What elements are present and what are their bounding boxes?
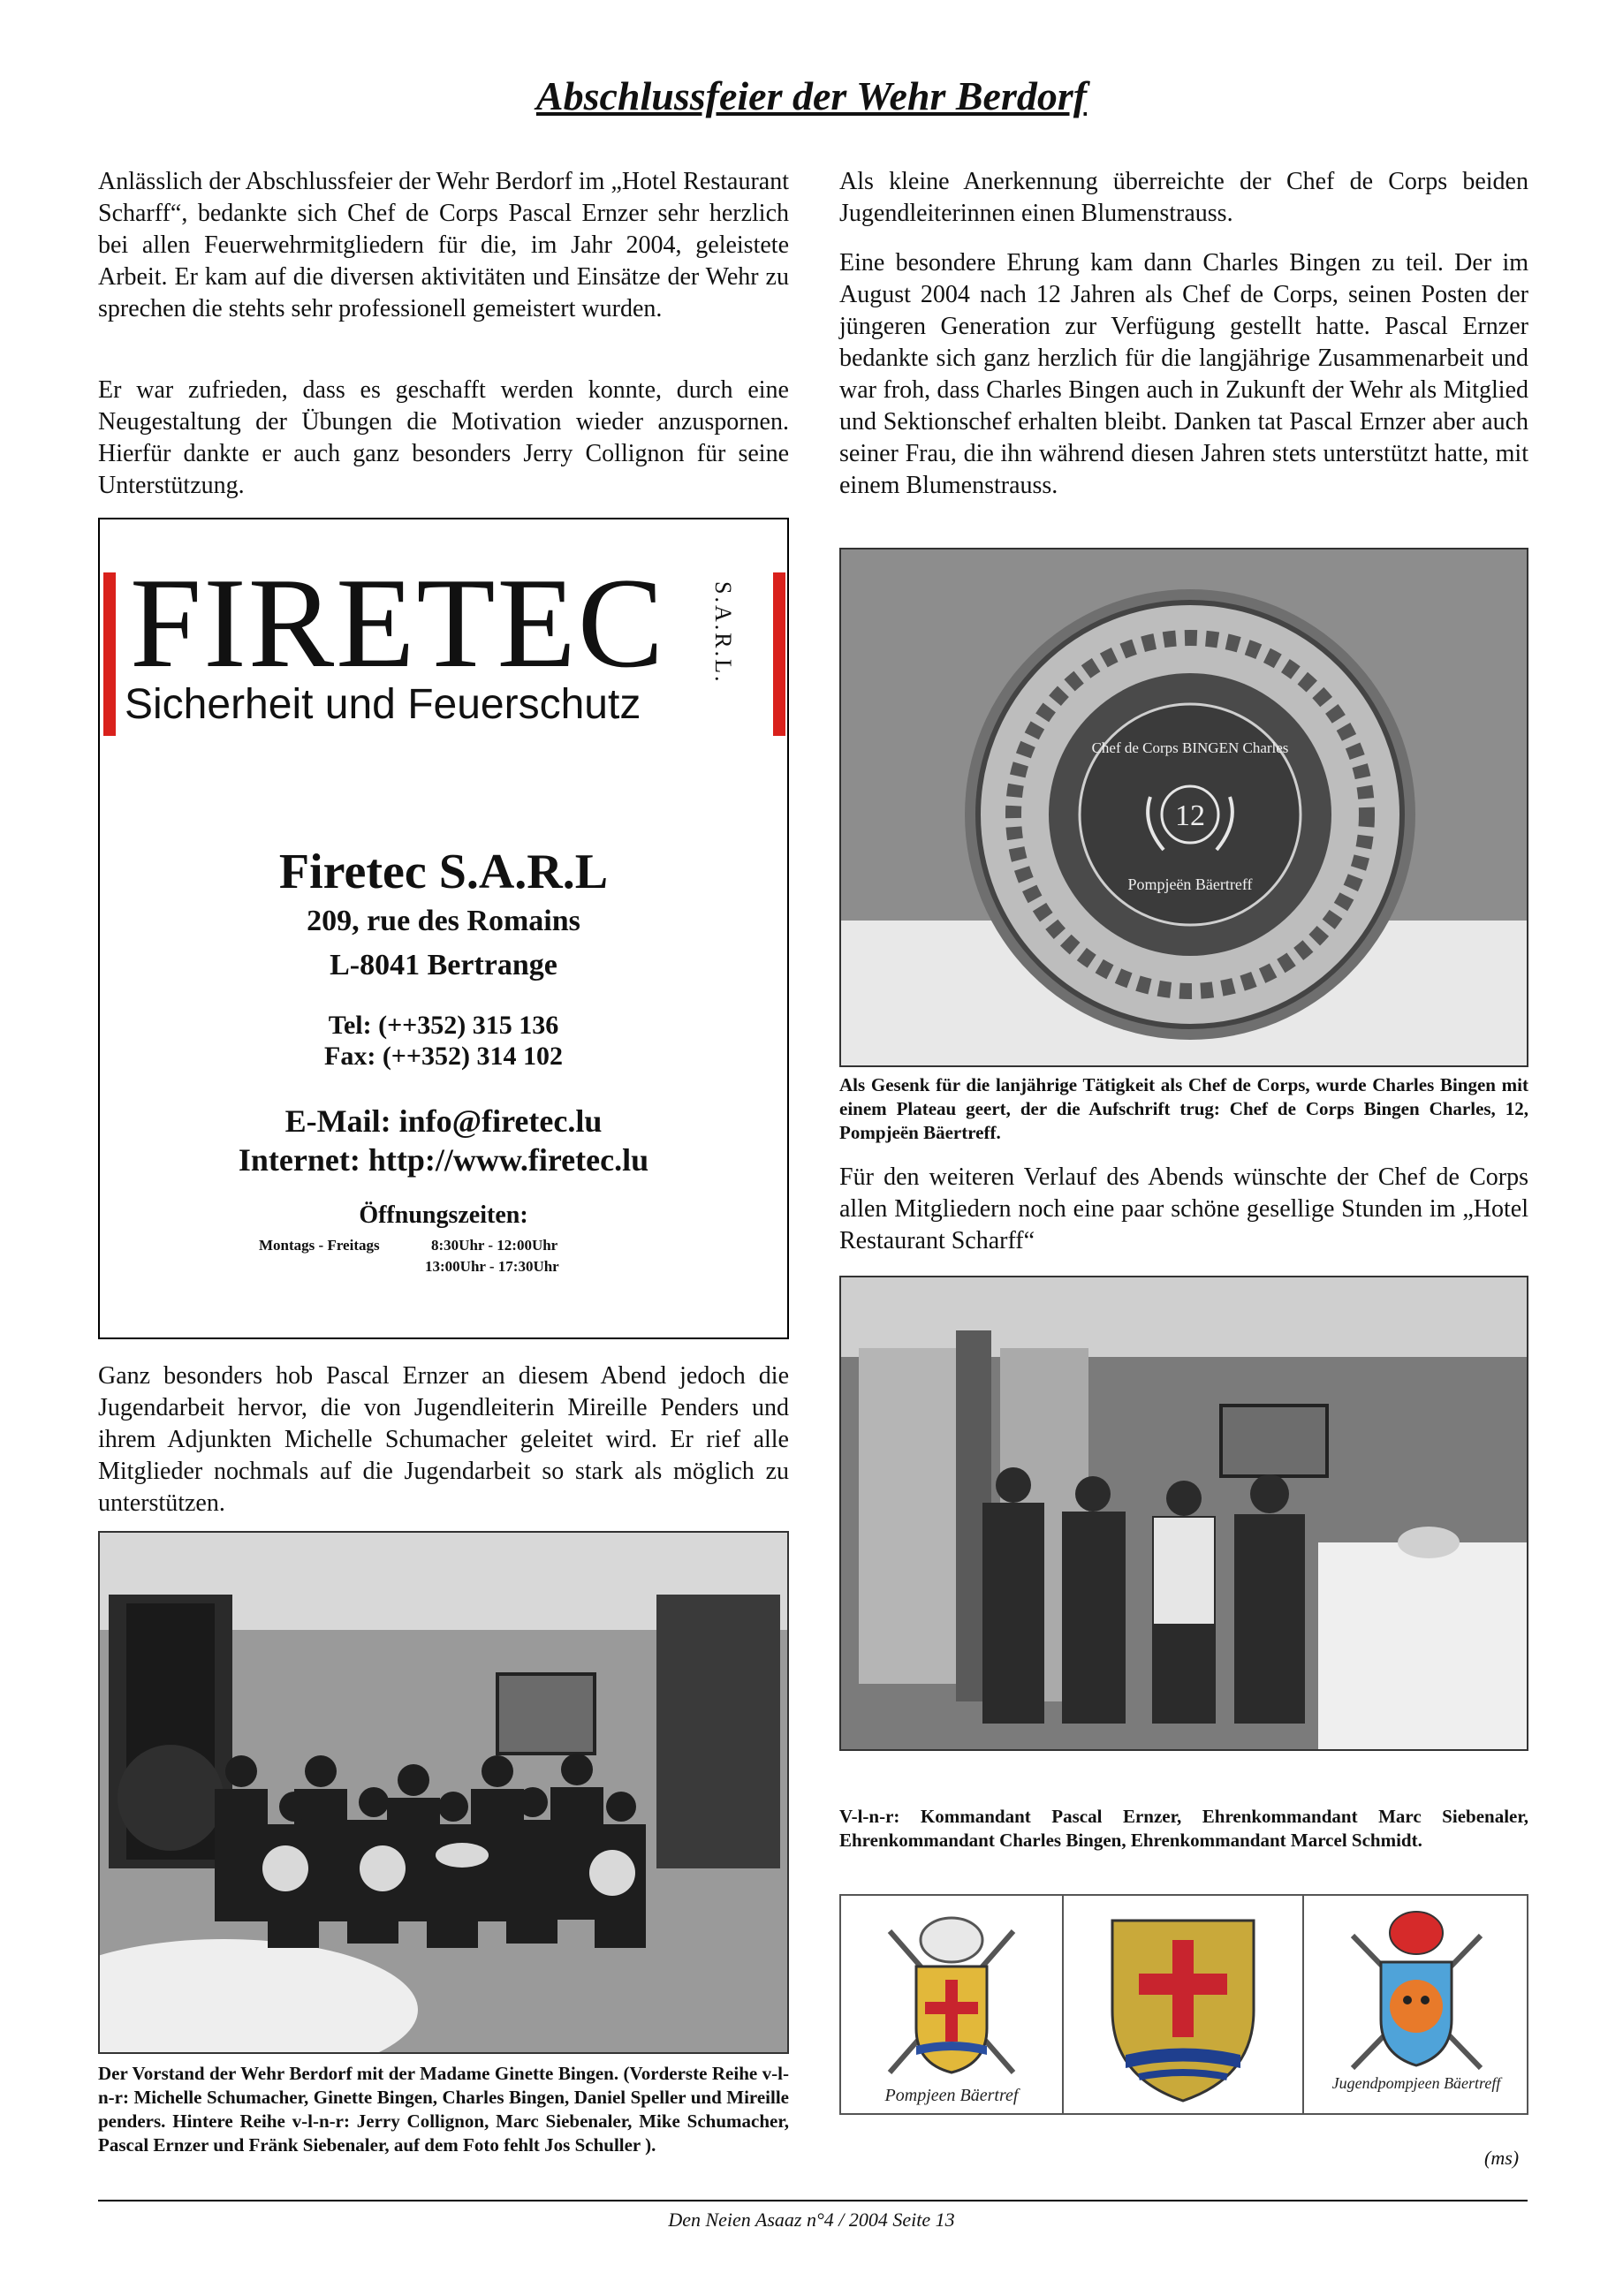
page-title: Abschlussfeier der Wehr Berdorf: [535, 73, 1088, 118]
red-bar-right: [773, 572, 785, 736]
crest-jugendpompjeen-label: Jugendpompjeen Bäertreff: [1331, 2074, 1501, 2092]
plate-photo-caption: Als Gesenk für die lanjährige Tätigkeit als Chef de Corps, wurde Charles Bingen mit einem Plateau geert, der die Aufschrift trug: Chef de Corps Bingen Charles, 12, Pompjeën Bäertreff.: [839, 1074, 1528, 1143]
group-photo-caption: Der Vorstand der Wehr Berdorf mit der Madame Ginette Bingen. (Vorderste Reihe v-l-n-r: Michelle Schumacher, Ginette Bingen, Charles Bingen, Daniel Speller und Mireille penders. Hintere Reihe v-l-n-r: Jerry Collignon, Marc Siebenaler, Mike Schumacher, Pascal Ernzer und Fränk Siebenaler, auf dem Foto fehlt Jos Schuller ).: [98, 2063, 789, 2156]
crest-pompjeen-label: Pompjeen Bäertref: [884, 2086, 1019, 2105]
page-footer: Den Neien Asaaz n°4 / 2004 Seite 13: [668, 2209, 955, 2231]
left-paragraph-1: Anlässlich der Abschlussfeier der Wehr Berdorf im „Hotel Restaurant Scharff“, bedankte sich Chef de Corps Pascal Ernzer sehr herzlich bei allen Feuerwehrmitgliedern für die, im Jahr 2004, geleistete Arbeit. Er kam auf die diversen aktivitäten und Einsätze der Wehr zu sprechen die stehts sehr professionell gemeistert wurden.: [98, 168, 789, 322]
ad-email: E-Mail: info@firetec.lu: [284, 1103, 603, 1139]
plate-photo: [839, 548, 1528, 1067]
group-photo: [98, 1531, 789, 2054]
author-signature: (ms): [1484, 2147, 1520, 2169]
ad-internet: Internet: http://www.firetec.lu: [238, 1142, 649, 1178]
crest-jugendpompjeen: [1304, 1896, 1528, 2113]
ad-fax: Fax: (++352) 314 102: [324, 1042, 563, 1071]
ad-tel: Tel: (++352) 315 136: [328, 1011, 559, 1040]
footer-rule: [98, 2200, 1528, 2201]
ad-city: L-8041 Bertrange: [330, 949, 557, 981]
plate-number: 12: [1175, 799, 1205, 832]
crest-berdorf-icon: [1064, 1896, 1302, 2113]
firetec-advertisement: [98, 518, 789, 1339]
crest-pompjeen: [841, 1896, 1062, 2113]
ad-street: 209, rue des Romains: [307, 905, 580, 937]
ad-hours-days: Montags - Freitags: [259, 1237, 380, 1254]
crests-strip: [839, 1894, 1528, 2115]
plate-inscription-bottom: Pompjeën Bäertreff: [1127, 875, 1253, 893]
crest-jugendpompjeen-icon: [1304, 1896, 1528, 2113]
right-paragraph-1: Als kleine Anerkennung überreichte der Chef de Corps beiden Jugendleiterinnen einen Blumenstrauss.: [839, 168, 1528, 227]
ad-slogan: Sicherheit und Feuerschutz: [125, 681, 641, 728]
right-paragraph-2: Eine besondere Ehrung kam dann Charles Bingen zu teil. Der im August 2004 nach 12 Jahren als Chef de Corps, seinen Posten der jüngeren Generation zur Verfügung gestellt hatte. Pascal Ernzer bedankte sich ganz herzlich für die langjährige Zusammenarbeit und war froh, dass Charles Bingen auch in Zukunft der Wehr als Mitglied und Sektionschef erhalten bleibt. Danken tat Pascal Ernzer aber auch seiner Frau, die ihn während diesen Jahren stets unterstützt hatte, mit einem Blumenstrauss.: [839, 249, 1528, 499]
ad-sarl: S.A.R.L.: [710, 581, 736, 685]
ad-brand: FIRETEC: [130, 551, 666, 694]
ad-company-name: Firetec S.A.R.L: [278, 845, 609, 899]
crest-pompjeen-icon: [841, 1896, 1062, 2113]
ad-hours-1: 8:30Uhr - 12:00Uhr: [431, 1237, 558, 1254]
crest-berdorf: [1064, 1896, 1302, 2113]
plate-inscription-top: Chef de Corps BINGEN Charles: [1091, 739, 1289, 756]
red-bar-left: [103, 572, 116, 736]
left-paragraph-2: Er war zufrieden, dass es geschafft werden konnte, durch eine Neugestaltung der Übungen die Motivation wieder anzuspornen. Hierfür dankte er auch ganz besonders Jerry Collignon für seine Unterstützung.: [98, 376, 789, 499]
right-paragraph-3: Für den weiteren Verlauf des Abends wünschte der Chef de Corps allen Mitgliedern noch eine paar schöne gesellige Stunden im „Hotel Restaurant Scharff“: [839, 1163, 1528, 1254]
ad-hours-2: 13:00Uhr - 17:30Uhr: [425, 1258, 559, 1275]
commanders-photo: [839, 1276, 1528, 1751]
ad-hours-title: Öffnungszeiten:: [359, 1201, 528, 1229]
commanders-photo-caption: V-l-n-r: Kommandant Pascal Ernzer, Ehrenkommandant Marc Siebenaler, Ehrenkommandant Charles Bingen, Ehrenkommandant Marcel Schmidt.: [839, 1806, 1528, 1851]
left-paragraph-3: Ganz besonders hob Pascal Ernzer an diesem Abend jedoch die Jugendarbeit hervor, die von Jugendleiterin Mireille Penders und ihrem Adjunkten Michelle Schumacher geleitet wird. Er rief alle Mitglieder nochmals auf die Jugendarbeit so stark als möglich zu unterstützen.: [98, 1362, 789, 1517]
